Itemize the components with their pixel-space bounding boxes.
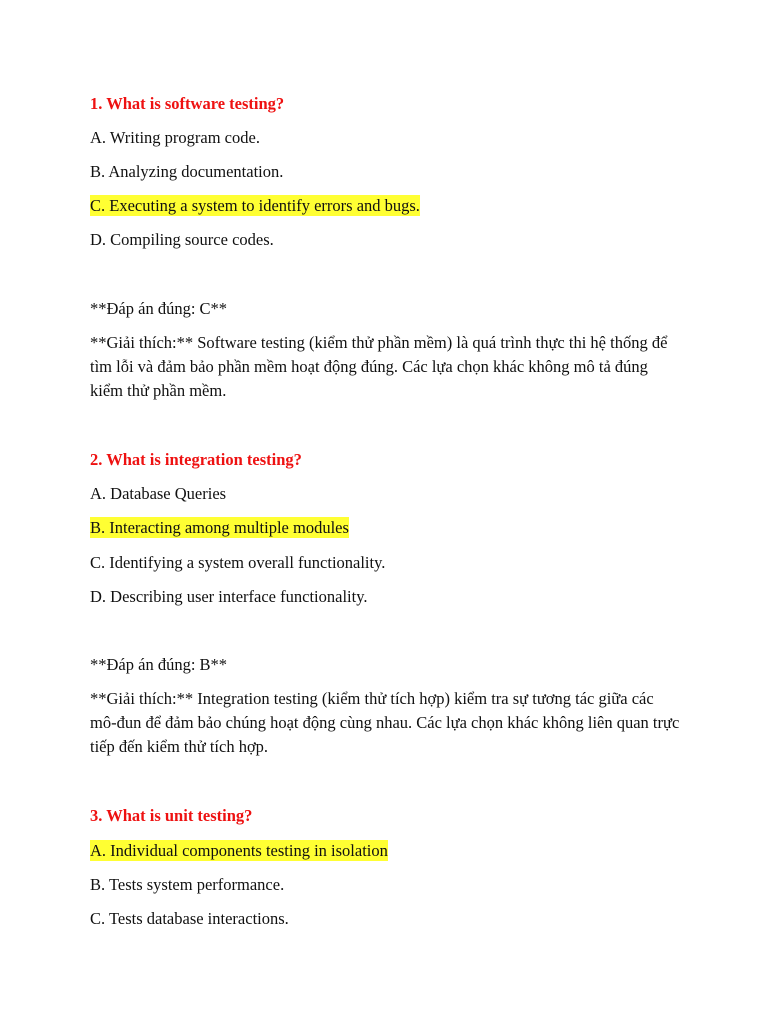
- question-1-correct-highlight: C. Executing a system to identify errors and bugs.: [90, 196, 420, 215]
- question-3-option-c: C. Tests database interactions.: [90, 909, 289, 928]
- question-2-option-c: C. Identifying a system overall functionality.: [90, 553, 386, 572]
- question-1-option-c: [90, 196, 420, 216]
- question-1-option-b: B. Analyzing documentation.: [90, 162, 284, 181]
- question-1-explanation: **Giải thích:** Software testing (kiểm thử phần mềm) là quá trình thực thi hệ thống để tìm lỗi và đảm bảo phần mềm hoạt động đúng. Các lựa chọn khác không mô tả đúng kiểm thử phần mềm.: [90, 333, 668, 400]
- question-3-option-b: B. Tests system performance.: [90, 875, 285, 894]
- question-3-option-a: [90, 841, 388, 861]
- question-2-option-a: A. Database Queries: [90, 484, 227, 503]
- question-2-explanation: **Giải thích:** Integration testing (kiểm thử tích hợp) kiểm tra sự tương tác giữa các mô-đun để đảm bảo chúng hoạt động cùng nhau. Các lựa chọn khác không liên quan trực tiếp đến kiểm thử tích hợp.: [90, 689, 680, 756]
- question-1-title: 1. What is software testing?: [90, 94, 285, 113]
- question-2-title: 2. What is integration testing?: [90, 450, 302, 469]
- question-1-option-a: A. Writing program code.: [90, 128, 260, 147]
- question-2-correct-highlight: B. Interacting among multiple modules: [90, 518, 349, 537]
- question-3-title: 3. What is unit testing?: [90, 806, 253, 825]
- question-2-option-b: [90, 518, 349, 538]
- question-1-option-d: D. Compiling source codes.: [90, 230, 274, 249]
- question-3-correct-highlight: A. Individual components testing in isolation: [90, 841, 388, 860]
- question-2-option-d: D. Describing user interface functionality.: [90, 587, 368, 606]
- question-2-answer: **Đáp án đúng: B**: [90, 655, 228, 674]
- question-1-answer: **Đáp án đúng: C**: [90, 299, 228, 318]
